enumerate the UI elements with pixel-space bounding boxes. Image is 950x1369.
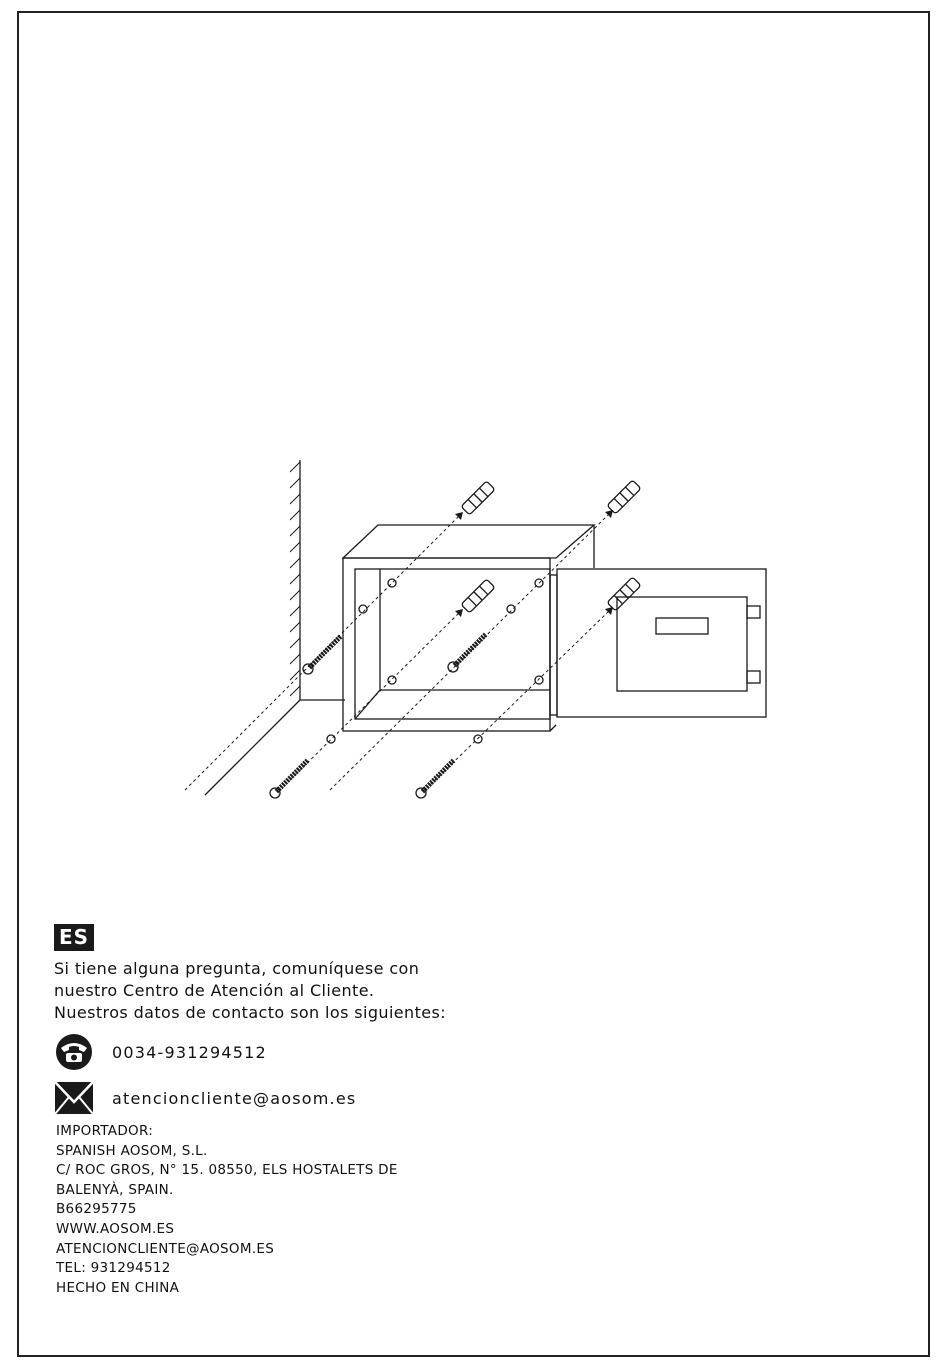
importer-info [56, 1122, 398, 1298]
floor-line [205, 700, 300, 795]
language-badge: ES [54, 924, 94, 951]
importer-line: C/ ROC GROS, N° 15. 08550, ELS HOSTALETS DE [56, 1162, 398, 1179]
intro-line: Nuestros datos de contacto son los siguientes: [54, 1003, 447, 1022]
phone-number: 0034-931294512 [112, 1042, 267, 1062]
importer-line: HECHO EN CHINA [56, 1279, 180, 1296]
importer-line: ATENCIONCLIENTE@AOSOM.ES [56, 1240, 275, 1257]
safe-door [550, 569, 766, 717]
envelope-icon [54, 1080, 94, 1116]
importer-line: WWW.AOSOM.ES [56, 1220, 175, 1237]
wall-anchors [461, 480, 641, 613]
email-address: atencioncliente@aosom.es [112, 1088, 357, 1108]
importer-line: IMPORTADOR: [56, 1123, 154, 1139]
wall-hatching [290, 462, 300, 696]
safe-mounting-illustration [170, 450, 790, 820]
screws [268, 631, 489, 800]
importer-line: TEL: 931294512 [56, 1260, 171, 1277]
importer-line: SPANISH AOSOM, S.L. [56, 1142, 208, 1159]
telephone-icon [54, 1034, 94, 1070]
importer-line: BALENYÀ, SPAIN. [56, 1181, 174, 1198]
intro-line: nuestro Centro de Atención al Cliente. [54, 981, 375, 1000]
guide-lines [185, 513, 610, 790]
email-contact [54, 1080, 356, 1116]
guide-arrowheads [455, 510, 613, 617]
intro-line: Si tiene alguna pregunta, comuníquese con [54, 959, 420, 978]
safe-body [343, 525, 594, 731]
phone-contact [54, 1034, 267, 1070]
importer-line: B66295775 [56, 1201, 137, 1218]
contact-intro-text [54, 958, 446, 1024]
